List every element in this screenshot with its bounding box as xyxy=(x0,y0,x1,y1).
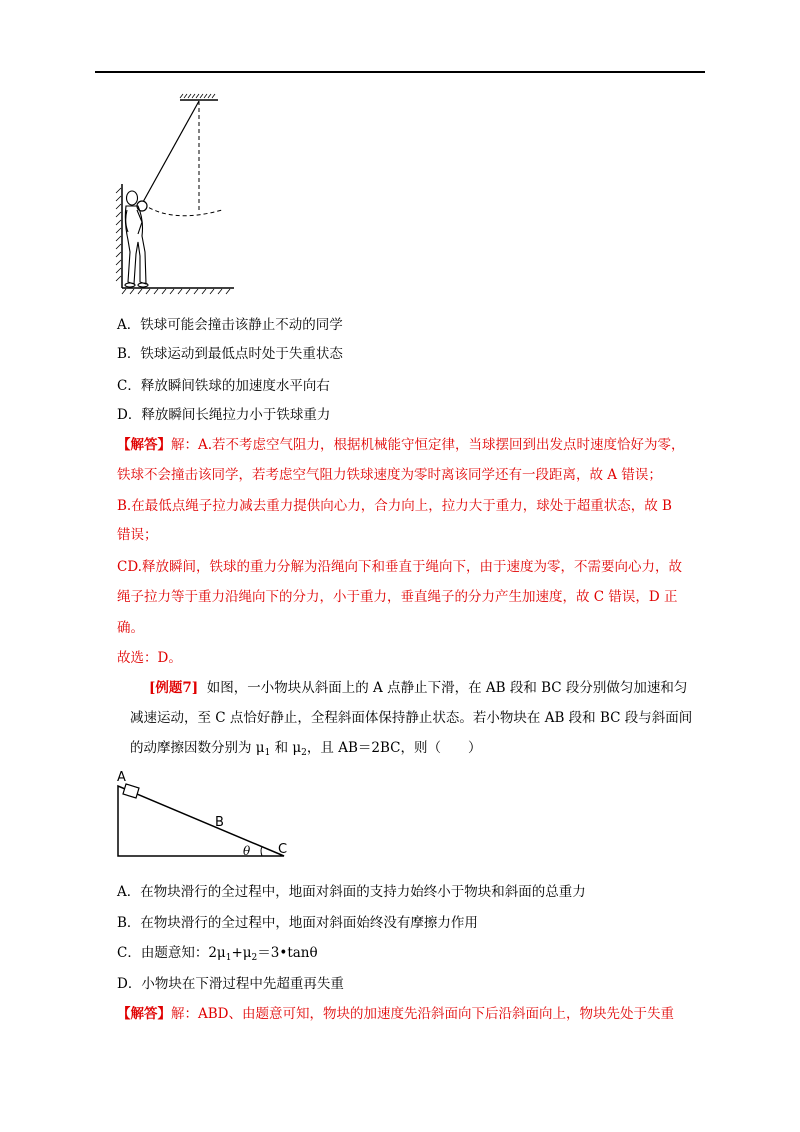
q7-option-d: D．小物块在下滑过程中先超重再失重 xyxy=(117,976,344,992)
q6-answer-line-8: 故选：D。 xyxy=(117,650,182,666)
q7-stem-line-2: 减速运动，至 C 点恰好静止，全程斜面体保持静止状态。若小物块在 AB 段和 BC 段与斜面间 xyxy=(130,710,693,726)
rope xyxy=(143,101,199,202)
q7-option-c: C．由题意知：$2\mu_1+\mu_2=3•\tan\theta$ xyxy=(117,945,318,963)
answer-tag: 【解答】 xyxy=(117,437,171,453)
q7-option-b: B．在物块滑行的全过程中，地面对斜面始终没有摩擦力作用 xyxy=(117,915,478,931)
q6-option-b: B．铁球运动到最低点时处于失重状态 xyxy=(117,346,343,362)
q6-answer-line-4: 错误； xyxy=(117,527,158,543)
q6-option-c: C．释放瞬间铁球的加速度水平向右 xyxy=(117,378,330,394)
label-b: B xyxy=(215,815,224,830)
label-a: A xyxy=(117,770,126,785)
label-theta: θ xyxy=(243,844,251,858)
q7-answer-line-1: 【解答】解：ABD、由题意可知，物块的加速度先沿斜面向下后沿斜面向上，物块先处于失重 xyxy=(117,1006,674,1022)
pendulum-figure xyxy=(112,92,240,302)
q6-answer-line-5: CD.释放瞬间，铁球的重力分解为沿绳向下和垂直于绳向下，由于速度为零，不需要向心力，故 xyxy=(117,559,682,575)
q6-option-d: D．释放瞬间长绳拉力小于铁球重力 xyxy=(117,407,331,423)
q6-answer-line-3: B.在最低点绳子拉力减去重力提供向心力，合力向上，拉力大于重力，球处于超重状态，故 B xyxy=(117,498,672,514)
incline-figure xyxy=(112,768,292,860)
block xyxy=(123,784,139,798)
answer-tag: 【解答】 xyxy=(117,1006,171,1022)
label-c: C xyxy=(278,842,288,857)
q7-stem-line-1: [例题7] 如图，一小物块从斜面上的 A 点静止下滑，在 AB 段和 BC 段分别做匀加速和匀 xyxy=(149,680,688,696)
example-tag: [例题7] xyxy=(149,680,199,696)
q6-option-a: A．铁球可能会撞击该静止不动的同学 xyxy=(117,317,343,333)
q6-answer-line-2: 铁球不会撞击该同学，若考虑空气阻力铁球速度为零时离该同学还有一段距离，故 A 错误； xyxy=(117,467,662,483)
q7-option-a: A．在物块滑行的全过程中，地面对斜面的支持力始终小于物块和斜面的总重力 xyxy=(117,884,586,900)
q6-answer-line-7: 确。 xyxy=(117,620,144,636)
header-rule xyxy=(95,71,705,73)
q6-answer-line-6: 绳子拉力等于重力沿绳向下的分力，小于重力，垂直绳子的分力产生加速度，故 C 错误，D 正 xyxy=(117,589,678,605)
q7-stem-line-3: 的动摩擦因数分别为 $\mu_1$ 和 $\mu_2$，且 AB＝2BC，则（ ） xyxy=(130,740,482,758)
q6-answer-line-1: 【解答】解：A.若不考虑空气阻力，根据机械能守恒定律，当球摆回到出发点时速度恰好为零， xyxy=(117,437,685,453)
